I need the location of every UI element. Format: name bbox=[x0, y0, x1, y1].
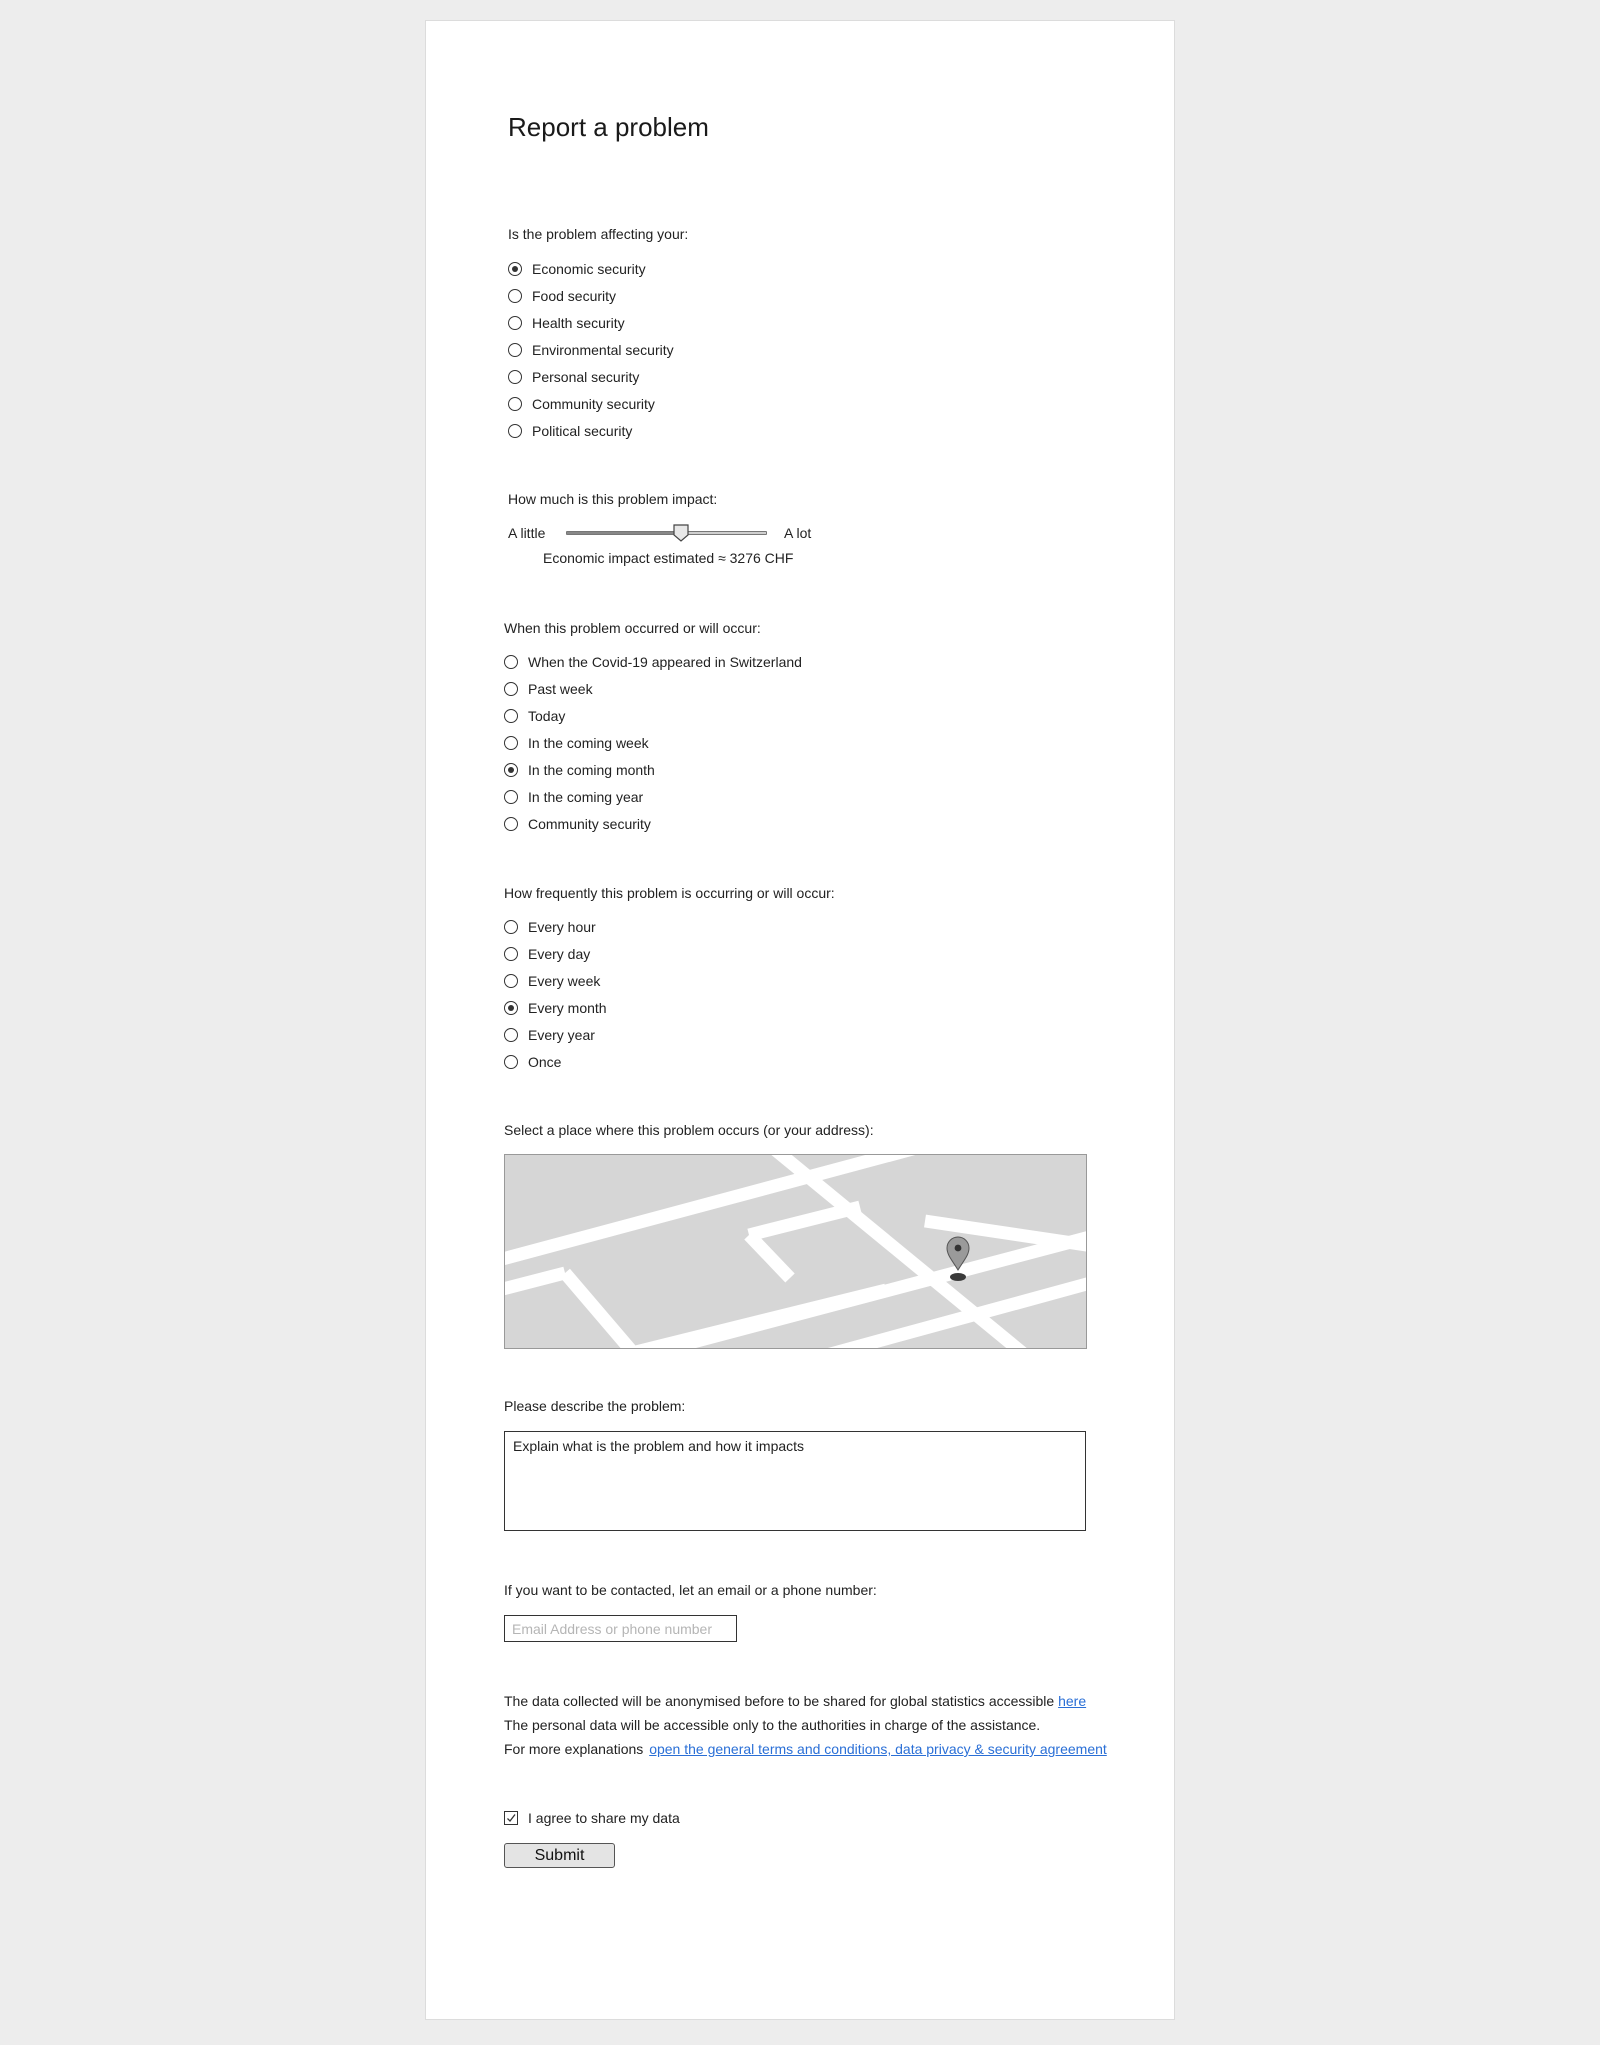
when-option[interactable] bbox=[504, 760, 655, 780]
frequency-option-label: Once bbox=[528, 1054, 562, 1070]
affecting-option[interactable] bbox=[508, 340, 674, 360]
when-option[interactable] bbox=[504, 679, 593, 699]
affecting-radio[interactable] bbox=[508, 397, 522, 411]
affecting-option-label: Community security bbox=[532, 396, 655, 412]
affecting-radio[interactable] bbox=[508, 370, 522, 384]
when-option-label: When the Covid-19 appeared in Switzerland bbox=[528, 654, 802, 670]
affecting-option[interactable] bbox=[508, 259, 646, 279]
place-question: Select a place where this problem occurs (or your address): bbox=[504, 1122, 874, 1138]
impact-question: How much is this problem impact: bbox=[508, 491, 718, 507]
frequency-option[interactable] bbox=[504, 971, 600, 991]
affecting-radio[interactable] bbox=[508, 424, 522, 438]
frequency-option[interactable] bbox=[504, 944, 590, 964]
frequency-option[interactable] bbox=[504, 1025, 595, 1045]
impact-slider-thumb[interactable] bbox=[671, 523, 691, 543]
affecting-option-label: Environmental security bbox=[532, 342, 674, 358]
frequency-question: How frequently this problem is occurring or will occur: bbox=[504, 885, 835, 901]
when-option-label: In the coming year bbox=[528, 789, 644, 805]
when-radio[interactable] bbox=[504, 817, 518, 831]
agree-checkbox-row[interactable] bbox=[504, 1808, 680, 1828]
frequency-option[interactable] bbox=[504, 917, 596, 937]
affecting-radio[interactable] bbox=[508, 262, 522, 276]
agree-checkbox[interactable] bbox=[504, 1811, 518, 1825]
frequency-option-label: Every week bbox=[528, 973, 601, 989]
statistics-link[interactable]: here bbox=[1058, 1693, 1087, 1709]
frequency-radio[interactable] bbox=[504, 1001, 518, 1015]
page-title: Report a problem bbox=[508, 112, 709, 142]
impact-estimate: Economic impact estimated ≈ 3276 CHF bbox=[543, 550, 794, 566]
when-radio[interactable] bbox=[504, 709, 518, 723]
when-option-label: Today bbox=[528, 708, 566, 724]
terms-link[interactable]: open the general terms and conditions, data privacy & security agreement bbox=[649, 1741, 1107, 1757]
affecting-option-label: Health security bbox=[532, 315, 625, 331]
impact-slider-fill bbox=[567, 532, 680, 534]
affecting-option[interactable] bbox=[508, 286, 616, 306]
when-option-label: In the coming week bbox=[528, 735, 649, 751]
frequency-option[interactable] bbox=[504, 1052, 561, 1072]
when-radio[interactable] bbox=[504, 682, 518, 696]
when-option[interactable] bbox=[504, 652, 802, 672]
checkmark-icon bbox=[505, 1812, 517, 1824]
affecting-option-label: Political security bbox=[532, 423, 633, 439]
frequency-option-label: Every day bbox=[528, 946, 591, 962]
impact-min-label: A little bbox=[508, 525, 546, 541]
when-option[interactable] bbox=[504, 706, 565, 726]
privacy-line-3 bbox=[504, 1741, 1107, 1757]
description-textarea[interactable]: Explain what is the problem and how it impacts bbox=[504, 1431, 1086, 1531]
when-radio[interactable] bbox=[504, 790, 518, 804]
privacy-line-2: The personal data will be accessible only to the authorities in charge of the assistance. bbox=[504, 1717, 1041, 1733]
affecting-radio[interactable] bbox=[508, 343, 522, 357]
privacy-line-1-text: The data collected will be anonymised before to be shared for global statistics accessible bbox=[504, 1693, 1055, 1709]
frequency-option-label: Every month bbox=[528, 1000, 607, 1016]
frequency-radio[interactable] bbox=[504, 947, 518, 961]
affecting-option-label: Food security bbox=[532, 288, 617, 304]
when-radio[interactable] bbox=[504, 763, 518, 777]
frequency-option[interactable] bbox=[504, 998, 607, 1018]
describe-question: Please describe the problem: bbox=[504, 1398, 686, 1414]
contact-question: If you want to be contacted, let an email or a phone number: bbox=[504, 1582, 877, 1598]
affecting-option-label: Economic security bbox=[532, 261, 646, 277]
location-map[interactable] bbox=[504, 1154, 1087, 1349]
privacy-line-1 bbox=[504, 1693, 1086, 1709]
frequency-radio[interactable] bbox=[504, 974, 518, 988]
affecting-option[interactable] bbox=[508, 367, 639, 387]
affecting-option[interactable] bbox=[508, 313, 625, 333]
when-question: When this problem occurred or will occur: bbox=[504, 620, 761, 636]
frequency-radio[interactable] bbox=[504, 1028, 518, 1042]
when-option[interactable] bbox=[504, 787, 643, 807]
impact-slider[interactable] bbox=[566, 531, 767, 535]
affecting-question: Is the problem affecting your: bbox=[508, 226, 689, 242]
privacy-line-3-text: For more explanations bbox=[504, 1741, 644, 1757]
affecting-radio[interactable] bbox=[508, 289, 522, 303]
when-option[interactable] bbox=[504, 733, 649, 753]
when-option-label: In the coming month bbox=[528, 762, 655, 778]
contact-input[interactable] bbox=[504, 1615, 737, 1642]
when-radio[interactable] bbox=[504, 655, 518, 669]
affecting-radio[interactable] bbox=[508, 316, 522, 330]
when-radio[interactable] bbox=[504, 736, 518, 750]
when-option-label: Community security bbox=[528, 816, 651, 832]
frequency-radio[interactable] bbox=[504, 1055, 518, 1069]
when-option[interactable] bbox=[504, 814, 651, 834]
when-option-label: Past week bbox=[528, 681, 593, 697]
frequency-option-label: Every year bbox=[528, 1027, 595, 1043]
affecting-option[interactable] bbox=[508, 394, 655, 414]
affecting-option[interactable] bbox=[508, 421, 632, 441]
submit-button[interactable]: Submit bbox=[504, 1843, 615, 1868]
frequency-radio[interactable] bbox=[504, 920, 518, 934]
affecting-option-label: Personal security bbox=[532, 369, 640, 385]
impact-max-label: A lot bbox=[784, 525, 812, 541]
agree-label: I agree to share my data bbox=[528, 1810, 680, 1826]
frequency-option-label: Every hour bbox=[528, 919, 596, 935]
